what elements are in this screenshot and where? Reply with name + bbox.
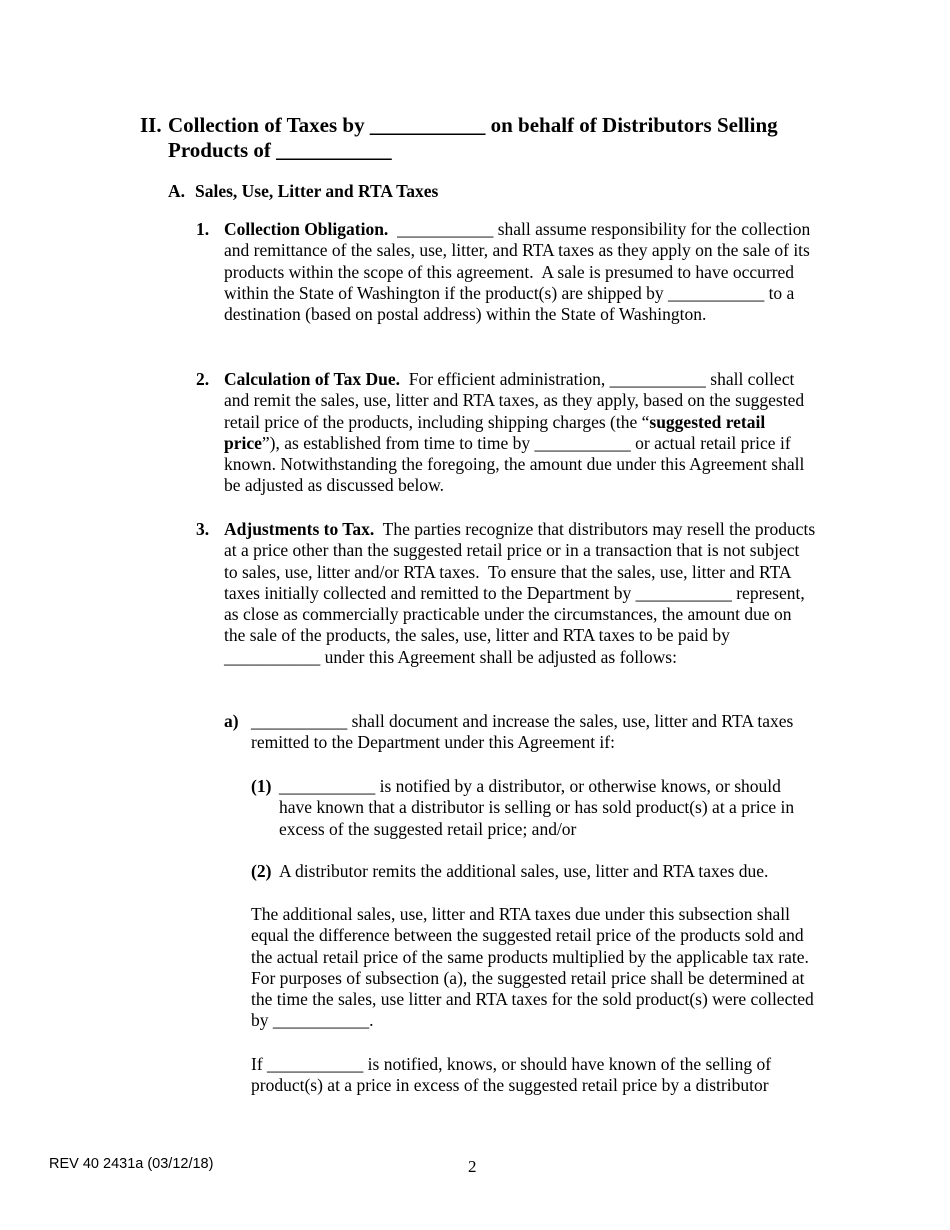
item-lead: Collection Obligation. bbox=[224, 219, 389, 239]
condition-1 bbox=[251, 776, 816, 840]
item-number: 2. bbox=[196, 369, 210, 389]
form-id: REV 40 2431a (03/12/18) bbox=[49, 1156, 214, 1172]
item-bold-term: suggested retail price bbox=[224, 411, 766, 453]
item-text-after: ”), as established from time to time by ___________ or actual retail price if known. Notwithstanding the foregoing, the amount due under this Agreement shall be adjusted as discussed below. bbox=[224, 432, 805, 496]
item-number: 1. bbox=[196, 219, 210, 239]
subsection-letter: A. bbox=[168, 181, 186, 201]
item-adjustments-to-tax bbox=[196, 519, 820, 668]
subsection-heading bbox=[168, 180, 438, 202]
condition-label: (1) bbox=[251, 776, 272, 796]
item-calculation-of-tax-due bbox=[196, 369, 816, 497]
section-number: II. bbox=[140, 113, 162, 137]
section-title: Collection of Taxes by ___________ on behalf of Distributors Selling Products of ___________ bbox=[168, 113, 778, 162]
subsection-title: Sales, Use, Litter and RTA Taxes bbox=[195, 181, 439, 201]
item-collection-obligation bbox=[196, 219, 816, 325]
item-body bbox=[224, 519, 820, 668]
paragraph-additional-taxes: The additional sales, use, litter and RTA taxes due under this subsection shall equal the difference between the suggested retail price of the products sold and the actual retail price of the same products multiplied by the applicable tax rate. For purposes of subsection (a), the suggested retail price shall be determined at the time the sales, use litter and RTA taxes for the sold product(s) were collected by ___________. bbox=[251, 904, 814, 1031]
item-body bbox=[224, 219, 816, 325]
condition-label: (2) bbox=[251, 861, 272, 881]
item-text: The parties recognize that distributors may resell the products at a price other than the suggested retail price or in a transaction that is not subject to sales, use, litter and/or RTA taxes. To ensure that the sales, use, litter and RTA taxes initially collected and remitted to the Department by ___________ represent, as close as commercially practicable under the circumstances, the amount due on the sale of the products, the sales, use, litter and RTA taxes to be paid by ___________ under this Agreement shall be adjusted as follows: bbox=[224, 519, 820, 667]
item-text: ___________ shall assume responsibility for the collection and remittance of the sales, use, litter, and RTA taxes as they apply on the sale of its products within the scope of this agreement. A sale is presumed to have occurred within the State of Washington if the product(s) are shipped by ___________ to a destination (based on postal address) within the State of Washington. bbox=[224, 219, 815, 325]
paragraph-if-notified: If ___________ is notified, knows, or should have known of the selling of product(s) at a price in excess of the suggested retail price by a distributor bbox=[251, 1054, 772, 1096]
condition-2 bbox=[251, 861, 816, 882]
condition-text: ___________ is notified by a distributor, or otherwise knows, or should have known that a distributor is selling or has sold product(s) at a price in excess of the suggested retail price; and/or bbox=[279, 776, 795, 839]
condition-text: A distributor remits the additional sales, use, litter and RTA taxes due. bbox=[279, 861, 769, 881]
page-number: 2 bbox=[468, 1157, 477, 1176]
item-lead: Adjustments to Tax. bbox=[224, 519, 375, 539]
subitem-a bbox=[224, 711, 816, 754]
item-lead: Calculation of Tax Due. bbox=[224, 369, 400, 389]
subitem-label: a) bbox=[224, 711, 239, 731]
item-text-before: For efficient administration, ___________ shall collect and remit the sales, use, litter and RTA taxes, as they apply, based on the suggested retail price of the products, including shipping charges (the “ bbox=[224, 369, 809, 432]
item-body bbox=[224, 369, 816, 497]
subitem-text: ___________ shall document and increase the sales, use, litter and RTA taxes remitted to the Department under this Agreement if: bbox=[251, 711, 794, 753]
item-number: 3. bbox=[196, 519, 210, 539]
section-heading bbox=[140, 113, 820, 163]
